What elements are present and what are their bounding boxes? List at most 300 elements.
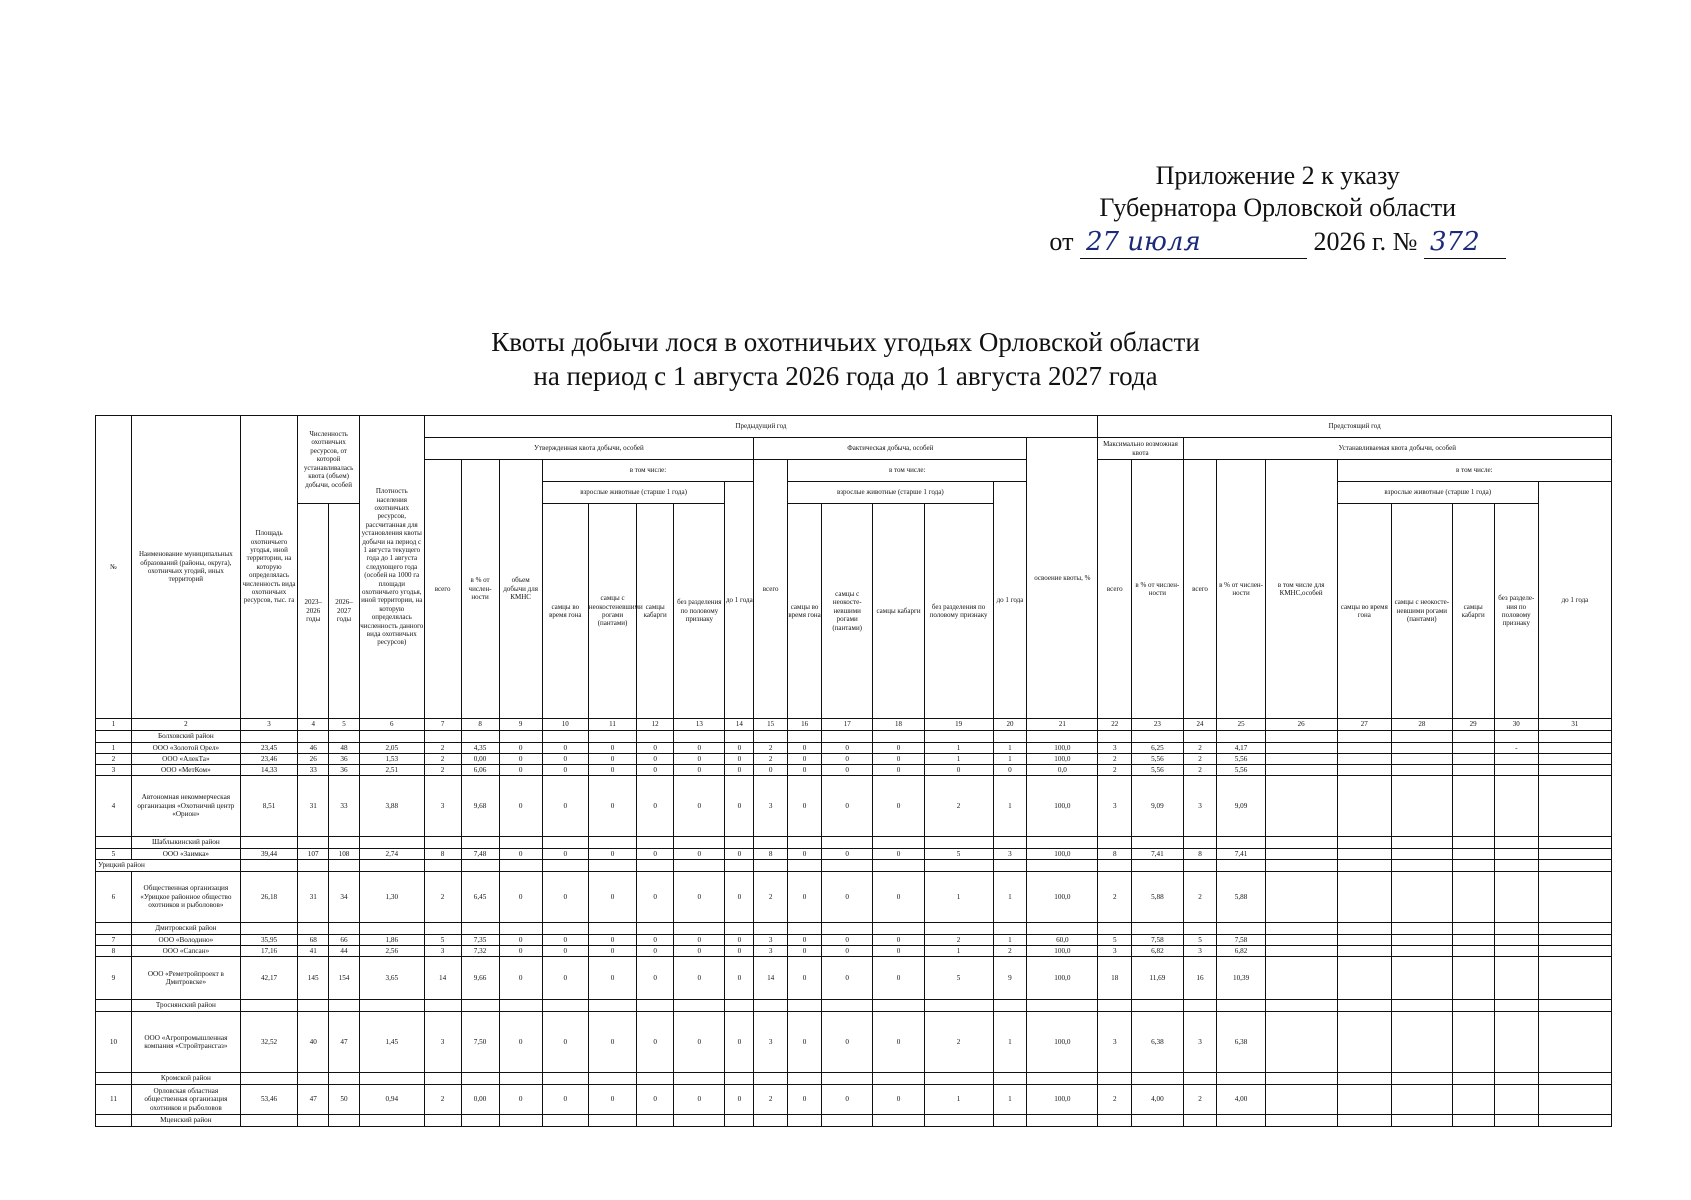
col-header-area: Площадь охотничьего угодья, иной территории, на которую определялась численность вида охотничьих ресурсов, тыс. га bbox=[240, 416, 298, 719]
cell: 0 bbox=[788, 946, 822, 957]
column-number: 5 bbox=[329, 719, 360, 731]
cell: 0 bbox=[873, 754, 924, 765]
cell: 2 bbox=[424, 754, 461, 765]
appendix-line: Приложение 2 к указу bbox=[1155, 161, 1400, 190]
cell: 0 bbox=[674, 776, 725, 837]
cell: 7,41 bbox=[1217, 849, 1265, 860]
cell: 34 bbox=[329, 872, 360, 923]
quota-table bbox=[95, 415, 1612, 1127]
cell: 4,35 bbox=[461, 743, 499, 754]
district-row bbox=[96, 923, 1612, 935]
col-header-males-musk3: самцы кабарги bbox=[1452, 504, 1494, 719]
table-row bbox=[96, 946, 1612, 957]
handwritten-date: 27 июля bbox=[1080, 226, 1307, 259]
cell: 0 bbox=[788, 849, 822, 860]
col-header-pop-y1: 2023–2026 годы bbox=[298, 504, 329, 719]
cell: 26,18 bbox=[240, 872, 298, 923]
cell: 0 bbox=[873, 935, 924, 946]
cell: 100,0 bbox=[1027, 946, 1098, 957]
cell: 17,16 bbox=[240, 946, 298, 957]
cell: 2 bbox=[424, 743, 461, 754]
cell: 0 bbox=[637, 1012, 674, 1073]
cell: 3 bbox=[754, 935, 788, 946]
column-number: 30 bbox=[1494, 719, 1538, 731]
cell: 3 bbox=[754, 946, 788, 957]
column-number: 14 bbox=[725, 719, 754, 731]
cell: 0,94 bbox=[359, 1085, 424, 1115]
cell: 0 bbox=[674, 1012, 725, 1073]
column-number: 6 bbox=[359, 719, 424, 731]
cell: 0 bbox=[822, 1012, 873, 1073]
cell: 0 bbox=[499, 754, 542, 765]
cell: 36 bbox=[329, 765, 360, 776]
cell: 0 bbox=[637, 957, 674, 1000]
cell: 0 bbox=[499, 872, 542, 923]
cell: 9,09 bbox=[1217, 776, 1265, 837]
cell: 8,51 bbox=[240, 776, 298, 837]
cell: 3 bbox=[1098, 1012, 1132, 1073]
cell: 100,0 bbox=[1027, 872, 1098, 923]
col-header-pct: в % от числен-ности bbox=[461, 460, 499, 719]
col-header-males-musk: самцы кабарги bbox=[637, 504, 674, 719]
cell: 0 bbox=[788, 935, 822, 946]
cell: 3,65 bbox=[359, 957, 424, 1000]
cell: 100,0 bbox=[1027, 1085, 1098, 1115]
cell: 0,00 bbox=[461, 1085, 499, 1115]
cell: 0 bbox=[588, 872, 636, 923]
cell: 0 bbox=[873, 1085, 924, 1115]
district-name: Шаблыкинский район bbox=[131, 837, 240, 849]
quota-table-body bbox=[96, 719, 1612, 1127]
cell: 0 bbox=[499, 765, 542, 776]
cell: 0 bbox=[822, 946, 873, 957]
column-number: 1 bbox=[96, 719, 132, 731]
cell: 0 bbox=[788, 776, 822, 837]
cell: 7,41 bbox=[1132, 849, 1183, 860]
cell: 100,0 bbox=[1027, 743, 1098, 754]
district-row bbox=[96, 1073, 1612, 1085]
cell: 2 bbox=[1098, 872, 1132, 923]
cell: 1 bbox=[993, 754, 1027, 765]
column-number: 18 bbox=[873, 719, 924, 731]
cell: 0 bbox=[499, 849, 542, 860]
cell: 2 bbox=[754, 743, 788, 754]
cell: 0 bbox=[499, 1012, 542, 1073]
col-header-max-quota: Максимально возможная квота bbox=[1098, 438, 1183, 460]
cell: 0 bbox=[542, 849, 588, 860]
column-number: 2 bbox=[131, 719, 240, 731]
cell: 2 bbox=[993, 946, 1027, 957]
cell: 2 bbox=[424, 1085, 461, 1115]
cell: 6,82 bbox=[1217, 946, 1265, 957]
cell: 100,0 bbox=[1027, 776, 1098, 837]
cell: 5,56 bbox=[1217, 765, 1265, 776]
cell: 0 bbox=[674, 957, 725, 1000]
cell: 4,17 bbox=[1217, 743, 1265, 754]
cell: 0 bbox=[542, 765, 588, 776]
cell: 0 bbox=[499, 1085, 542, 1115]
table-row bbox=[96, 1012, 1612, 1073]
cell: 5,88 bbox=[1132, 872, 1183, 923]
cell: 100,0 bbox=[1027, 1012, 1098, 1073]
cell: 5,56 bbox=[1132, 754, 1183, 765]
col-header-pct2: в % от числен-ности bbox=[1132, 460, 1183, 719]
cell: 7,35 bbox=[461, 935, 499, 946]
cell: 44 bbox=[329, 946, 360, 957]
column-number-row bbox=[96, 719, 1612, 731]
cell: 0 bbox=[873, 1012, 924, 1073]
cell: 1 bbox=[924, 1085, 993, 1115]
cell: 8 bbox=[1183, 849, 1217, 860]
cell: 0 bbox=[822, 872, 873, 923]
cell: 5 bbox=[1098, 935, 1132, 946]
cell: 0 bbox=[542, 754, 588, 765]
cell: 0 bbox=[588, 935, 636, 946]
cell: 0 bbox=[788, 957, 822, 1000]
cell: 3 bbox=[754, 776, 788, 837]
cell: 0 bbox=[637, 754, 674, 765]
row-number: 10 bbox=[96, 1012, 132, 1073]
cell: 0 bbox=[924, 765, 993, 776]
cell: 2,51 bbox=[359, 765, 424, 776]
cell: 3 bbox=[754, 1012, 788, 1073]
cell: 5 bbox=[424, 935, 461, 946]
cell: 2 bbox=[424, 765, 461, 776]
cell: 26 bbox=[298, 754, 329, 765]
cell: 33 bbox=[329, 776, 360, 837]
hunting-ground-name: ООО «Заимка» bbox=[131, 849, 240, 860]
cell: 6,82 bbox=[1132, 946, 1183, 957]
cell: 46 bbox=[298, 743, 329, 754]
cell: 100,0 bbox=[1027, 957, 1098, 1000]
row-number: 1 bbox=[96, 743, 132, 754]
cell: 5 bbox=[924, 957, 993, 1000]
cell: 8 bbox=[424, 849, 461, 860]
cell: 6,25 bbox=[1132, 743, 1183, 754]
col-header-males-antlers: самцы с неокостеневшими рогами (пантами) bbox=[588, 504, 636, 719]
row-number: 6 bbox=[96, 872, 132, 923]
column-number: 23 bbox=[1132, 719, 1183, 731]
cell: 0 bbox=[788, 1012, 822, 1073]
cell: 0 bbox=[542, 1085, 588, 1115]
column-number: 25 bbox=[1217, 719, 1265, 731]
cell: 2 bbox=[754, 754, 788, 765]
col-header-under1: до 1 года bbox=[725, 482, 754, 719]
cell: 0 bbox=[499, 776, 542, 837]
decree-date-line bbox=[1049, 226, 1506, 259]
column-number: 19 bbox=[924, 719, 993, 731]
col-header-no-sex2: без разделения по половому признаку bbox=[924, 504, 993, 719]
col-header-kmns-incl: в том числе для КМНС,особей bbox=[1265, 460, 1337, 719]
cell: 0 bbox=[542, 1012, 588, 1073]
cell: 4,00 bbox=[1132, 1085, 1183, 1115]
cell: 47 bbox=[329, 1012, 360, 1073]
cell: 0 bbox=[674, 754, 725, 765]
cell: 0 bbox=[674, 946, 725, 957]
cell: 1 bbox=[993, 776, 1027, 837]
column-number: 17 bbox=[822, 719, 873, 731]
row-number: 5 bbox=[96, 849, 132, 860]
cell: 7,32 bbox=[461, 946, 499, 957]
cell: 0 bbox=[754, 765, 788, 776]
cell: 39,44 bbox=[240, 849, 298, 860]
cell: 48 bbox=[329, 743, 360, 754]
column-number: 4 bbox=[298, 719, 329, 731]
row-number: 11 bbox=[96, 1085, 132, 1115]
col-header-quota-use: освоение квоты, % bbox=[1027, 438, 1098, 719]
cell: 7,58 bbox=[1132, 935, 1183, 946]
cell: 0 bbox=[588, 1085, 636, 1115]
cell: 68 bbox=[298, 935, 329, 946]
hunting-ground-name: ООО «Золотой Орел» bbox=[131, 743, 240, 754]
cell: 40 bbox=[298, 1012, 329, 1073]
cell: 0 bbox=[725, 765, 754, 776]
hunting-ground-name: Общественная организация «Урицкое районное общество охотников и рыболовов» bbox=[131, 872, 240, 923]
cell: 0 bbox=[637, 1085, 674, 1115]
cell: 41 bbox=[298, 946, 329, 957]
cell: 3 bbox=[1098, 776, 1132, 837]
cell: 5,56 bbox=[1132, 765, 1183, 776]
cell: 1,53 bbox=[359, 754, 424, 765]
cell: 2 bbox=[924, 1012, 993, 1073]
col-header-population: Численность охотничьих ресурсов, от которой устанавливалась квота (объем) добычи, особей bbox=[298, 416, 360, 504]
cell: 1,30 bbox=[359, 872, 424, 923]
row-number: 9 bbox=[96, 957, 132, 1000]
cell: 145 bbox=[298, 957, 329, 1000]
cell: 9 bbox=[993, 957, 1027, 1000]
cell: 5,88 bbox=[1217, 872, 1265, 923]
district-name: Троснянский район bbox=[131, 1000, 240, 1012]
handwritten-number: 372 bbox=[1424, 226, 1506, 259]
cell: 2 bbox=[754, 1085, 788, 1115]
row-number: 4 bbox=[96, 776, 132, 837]
cell: 0 bbox=[588, 754, 636, 765]
col-header-adults3: взрослые животные (старше 1 года) bbox=[1337, 482, 1538, 504]
title-line-1: Квоты добычи лося в охотничьих угодьях Орловской области bbox=[491, 327, 1200, 357]
cell: 9,68 bbox=[461, 776, 499, 837]
cell: 0 bbox=[822, 849, 873, 860]
col-header-no-sex: без разделения по половому признаку bbox=[674, 504, 725, 719]
district-name: Урицкий район bbox=[96, 860, 241, 872]
cell: 2 bbox=[1183, 1085, 1217, 1115]
cell: 0 bbox=[725, 743, 754, 754]
cell: 100,0 bbox=[1027, 754, 1098, 765]
row-number: 2 bbox=[96, 754, 132, 765]
col-header-pop-y2: 2026–2027 годы bbox=[329, 504, 360, 719]
cell: 6,06 bbox=[461, 765, 499, 776]
cell: 32,52 bbox=[240, 1012, 298, 1073]
cell: 0 bbox=[873, 946, 924, 957]
decree-header bbox=[1049, 160, 1506, 259]
cell: 2 bbox=[924, 935, 993, 946]
cell: 2 bbox=[1183, 872, 1217, 923]
cell: 23,46 bbox=[240, 754, 298, 765]
cell: 1,86 bbox=[359, 935, 424, 946]
column-number: 29 bbox=[1452, 719, 1494, 731]
cell: 0 bbox=[588, 1012, 636, 1073]
district-name: Болховский район bbox=[131, 731, 240, 743]
cell: 3 bbox=[1183, 946, 1217, 957]
cell: 2,74 bbox=[359, 849, 424, 860]
cell: 0 bbox=[674, 935, 725, 946]
cell: 0 bbox=[725, 957, 754, 1000]
district-row bbox=[96, 1000, 1612, 1012]
row-number: 7 bbox=[96, 935, 132, 946]
cell: 0 bbox=[637, 849, 674, 860]
cell: 108 bbox=[329, 849, 360, 860]
cell: 0 bbox=[674, 743, 725, 754]
cell: 7,58 bbox=[1217, 935, 1265, 946]
cell: 0 bbox=[542, 957, 588, 1000]
cell: 0 bbox=[637, 872, 674, 923]
cell: 0 bbox=[725, 754, 754, 765]
cell: 0 bbox=[674, 765, 725, 776]
cell: 0,0 bbox=[1027, 765, 1098, 776]
row-number: 8 bbox=[96, 946, 132, 957]
cell: 3 bbox=[424, 946, 461, 957]
cell: 9,66 bbox=[461, 957, 499, 1000]
district-name: Мценский район bbox=[131, 1115, 240, 1127]
column-number: 10 bbox=[542, 719, 588, 731]
cell: 0 bbox=[588, 849, 636, 860]
cell: 0 bbox=[993, 765, 1027, 776]
cell: 10,39 bbox=[1217, 957, 1265, 1000]
hunting-ground-name: ООО «АлекТа» bbox=[131, 754, 240, 765]
cell: 100,0 bbox=[1027, 849, 1098, 860]
district-name: Кромской район bbox=[131, 1073, 240, 1085]
cell: 0 bbox=[674, 849, 725, 860]
cell: 2 bbox=[1183, 754, 1217, 765]
cell: 0 bbox=[637, 743, 674, 754]
cell: 0 bbox=[873, 765, 924, 776]
cell: 0 bbox=[588, 946, 636, 957]
cell: 3 bbox=[1098, 743, 1132, 754]
cell: 2,05 bbox=[359, 743, 424, 754]
district-name: Дмитровский район bbox=[131, 923, 240, 935]
table-row bbox=[96, 743, 1612, 754]
table-row bbox=[96, 776, 1612, 837]
cell: 2 bbox=[754, 872, 788, 923]
cell: 0 bbox=[542, 743, 588, 754]
col-header-total2: всего bbox=[754, 460, 788, 719]
col-header-males-musk2: самцы кабарги bbox=[873, 504, 924, 719]
cell: - bbox=[1494, 743, 1538, 754]
column-number: 11 bbox=[588, 719, 636, 731]
cell: 14 bbox=[754, 957, 788, 1000]
hunting-ground-name: ООО «Сапсан» bbox=[131, 946, 240, 957]
hunting-ground-name: ООО «Агропромышленная компания «Стройтрансгаз» bbox=[131, 1012, 240, 1073]
cell: 5 bbox=[924, 849, 993, 860]
cell: 2 bbox=[424, 872, 461, 923]
table-row bbox=[96, 754, 1612, 765]
cell: 3 bbox=[1098, 946, 1132, 957]
cell: 0 bbox=[499, 946, 542, 957]
cell: 23,45 bbox=[240, 743, 298, 754]
cell: 0 bbox=[725, 935, 754, 946]
column-number: 7 bbox=[424, 719, 461, 731]
col-header-approved-quota: Утвержденная квота добычи, особей bbox=[424, 438, 754, 460]
district-row bbox=[96, 1115, 1612, 1127]
hunting-ground-name: Орловская областная общественная организация охотников и рыболовов bbox=[131, 1085, 240, 1115]
table-row bbox=[96, 849, 1612, 860]
cell: 0,00 bbox=[461, 754, 499, 765]
cell: 0 bbox=[588, 776, 636, 837]
row-number: 3 bbox=[96, 765, 132, 776]
date-suffix: 2026 г. № bbox=[1313, 227, 1418, 256]
col-header-adults2: взрослые животные (старше 1 года) bbox=[788, 482, 993, 504]
cell: 0 bbox=[499, 935, 542, 946]
cell: 1,45 bbox=[359, 1012, 424, 1073]
cell: 0 bbox=[788, 743, 822, 754]
cell: 1 bbox=[993, 872, 1027, 923]
table-row bbox=[96, 957, 1612, 1000]
cell: 3 bbox=[1183, 776, 1217, 837]
cell: 7,48 bbox=[461, 849, 499, 860]
cell: 154 bbox=[329, 957, 360, 1000]
cell: 3 bbox=[424, 1012, 461, 1073]
cell: 33 bbox=[298, 765, 329, 776]
column-number: 12 bbox=[637, 719, 674, 731]
cell: 0 bbox=[873, 957, 924, 1000]
cell: 66 bbox=[329, 935, 360, 946]
cell: 35,95 bbox=[240, 935, 298, 946]
district-row bbox=[96, 860, 1612, 872]
cell: 0 bbox=[588, 765, 636, 776]
cell: 0 bbox=[822, 935, 873, 946]
col-header-pct3: в % от числен-ности bbox=[1217, 460, 1265, 719]
col-header-actual-harvest: Фактическая добыча, особей bbox=[754, 438, 1027, 460]
document-title bbox=[0, 325, 1691, 393]
column-number: 26 bbox=[1265, 719, 1337, 731]
cell: 0 bbox=[788, 872, 822, 923]
cell: 0 bbox=[725, 1085, 754, 1115]
cell: 0 bbox=[788, 765, 822, 776]
col-header-under1-3: до 1 года bbox=[1538, 482, 1611, 719]
cell: 60,0 bbox=[1027, 935, 1098, 946]
cell: 0 bbox=[637, 946, 674, 957]
col-header-prev-year: Предыдущий год bbox=[424, 416, 1098, 438]
cell: 31 bbox=[298, 776, 329, 837]
date-prefix: от bbox=[1049, 227, 1074, 256]
cell: 0 bbox=[788, 754, 822, 765]
cell: 0 bbox=[499, 743, 542, 754]
cell: 0 bbox=[873, 743, 924, 754]
cell: 1 bbox=[993, 1085, 1027, 1115]
column-number: 28 bbox=[1392, 719, 1453, 731]
col-header-total4: всего bbox=[1183, 460, 1217, 719]
cell: 8 bbox=[1098, 849, 1132, 860]
col-header-num: № bbox=[96, 416, 132, 719]
cell: 0 bbox=[674, 1085, 725, 1115]
table-row bbox=[96, 765, 1612, 776]
cell: 3 bbox=[1183, 1012, 1217, 1073]
col-header-males-rut: самцы во время гона bbox=[542, 504, 588, 719]
cell: 0 bbox=[822, 754, 873, 765]
column-number: 22 bbox=[1098, 719, 1132, 731]
cell: 0 bbox=[822, 1085, 873, 1115]
column-number: 24 bbox=[1183, 719, 1217, 731]
col-header-adults: взрослые животные (старше 1 года) bbox=[542, 482, 725, 504]
cell: 0 bbox=[499, 957, 542, 1000]
col-header-under1-2: до 1 года bbox=[993, 482, 1027, 719]
cell: 0 bbox=[822, 776, 873, 837]
cell: 3 bbox=[424, 776, 461, 837]
cell: 0 bbox=[542, 872, 588, 923]
cell: 2,56 bbox=[359, 946, 424, 957]
col-header-males-antlers2: самцы с неокосте-невшими рогами (пантами) bbox=[822, 504, 873, 719]
cell: 6,38 bbox=[1217, 1012, 1265, 1073]
district-row bbox=[96, 731, 1612, 743]
